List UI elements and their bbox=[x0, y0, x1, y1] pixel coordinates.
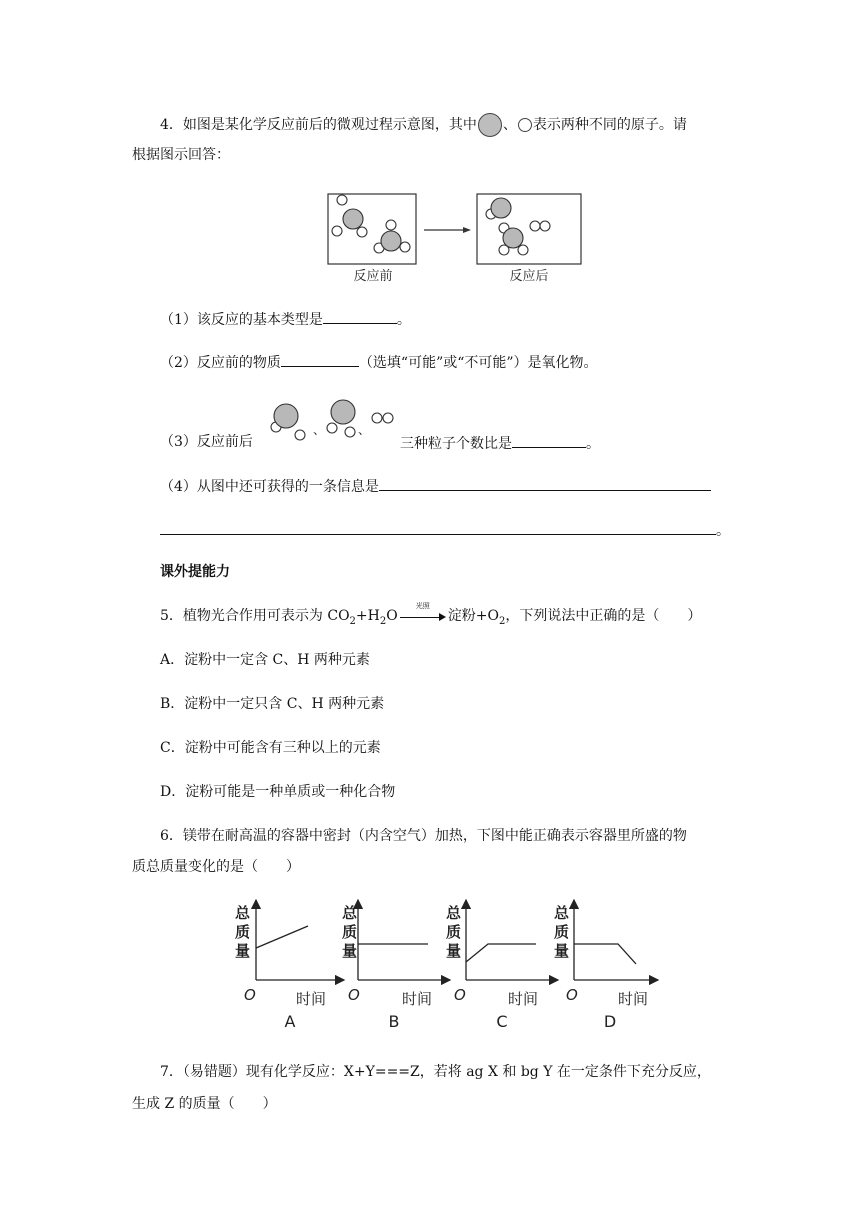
svg-text:O: O bbox=[454, 986, 466, 1004]
answer-blank-4b[interactable] bbox=[160, 519, 716, 535]
reaction-condition-arrow: 光照 bbox=[400, 609, 446, 623]
q4-stem-line1: 4．如图是某化学反应前后的微观过程示意图，其中 、 表示两种不同的原子。请 bbox=[160, 113, 687, 137]
svg-text:质: 质 bbox=[342, 923, 358, 941]
svg-text:、: 、 bbox=[358, 423, 371, 437]
q4-stem-line2: 根据图示回答： bbox=[132, 147, 230, 163]
q4-sub1: （1）该反应的基本类型是 。 bbox=[160, 308, 411, 330]
svg-text:质: 质 bbox=[446, 923, 462, 941]
graph-b[interactable] bbox=[342, 900, 450, 1031]
svg-text:总: 总 bbox=[554, 904, 570, 922]
section-title: 课外提能力 bbox=[160, 564, 230, 580]
q4-sub3-start: （3）反应前后 bbox=[160, 434, 253, 450]
q4-sub4-line2: 。 bbox=[160, 519, 730, 541]
graph-d-line bbox=[574, 944, 636, 964]
svg-text:O: O bbox=[348, 986, 360, 1004]
q5-option-a[interactable]: A．淀粉中一定含 C、H 两种元素 bbox=[160, 652, 370, 668]
svg-text:总: 总 bbox=[342, 904, 358, 922]
svg-text:时间: 时间 bbox=[402, 990, 433, 1008]
q5-option-c[interactable]: C．淀粉中可能含有三种以上的元素 bbox=[160, 740, 381, 756]
svg-text:质: 质 bbox=[235, 923, 251, 941]
q5-option-d[interactable]: D．淀粉可能是一种单质或一种化合物 bbox=[160, 784, 396, 800]
svg-text:时间: 时间 bbox=[508, 990, 539, 1008]
graph-c[interactable] bbox=[446, 900, 558, 1031]
q6-stem-line2: 质总质量变化的是（ ） bbox=[132, 859, 300, 875]
graph-b-letter: B bbox=[388, 1012, 400, 1031]
q4-sub2: （2）反应前的物质 （选填“可能”或“不可能”）是氧化物。 bbox=[160, 351, 598, 373]
q7-stem-line1: 7．（易错题）现有化学反应：X+Y===Z，若将 ag X 和 bg Y 在一定条件下充分反应， bbox=[160, 1064, 711, 1080]
graph-c-line bbox=[466, 944, 536, 962]
svg-text:量: 量 bbox=[342, 942, 358, 960]
svg-text:量: 量 bbox=[554, 942, 570, 960]
reaction-diagram bbox=[325, 190, 585, 286]
graph-d-letter: D bbox=[603, 1012, 617, 1031]
q6-stem-line1: 6．镁带在耐高温的容器中密封（内含空气）加热，下图中能正确表示容器里所盛的物 bbox=[160, 828, 687, 844]
arrow-head bbox=[463, 227, 471, 233]
graph-d[interactable] bbox=[554, 900, 658, 1031]
three-particles-icon bbox=[266, 392, 402, 442]
graph-a[interactable] bbox=[235, 900, 344, 1031]
mass-time-graphs bbox=[222, 896, 662, 1036]
svg-text:质: 质 bbox=[554, 923, 570, 941]
after-label: 反应后 bbox=[509, 269, 549, 284]
before-label: 反应前 bbox=[353, 269, 393, 284]
svg-text:总: 总 bbox=[235, 904, 251, 922]
svg-text:O: O bbox=[244, 986, 256, 1004]
graph-c-letter: C bbox=[496, 1012, 508, 1031]
graph-a-line bbox=[256, 926, 308, 948]
small-atom-icon bbox=[518, 118, 532, 132]
answer-blank-2[interactable] bbox=[281, 351, 359, 367]
svg-text:总: 总 bbox=[446, 904, 462, 922]
q7-stem-line2: 生成 Z 的质量（ ） bbox=[132, 1096, 277, 1112]
answer-blank-1[interactable] bbox=[323, 308, 397, 324]
q4-sub4: （4）从图中还可获得的一条信息是 bbox=[160, 475, 711, 497]
svg-text:时间: 时间 bbox=[618, 990, 649, 1008]
answer-blank-3[interactable] bbox=[512, 432, 586, 448]
svg-text:量: 量 bbox=[446, 942, 462, 960]
q5-stem: 5．植物光合作用可表示为 $CO_2+H_2O$ 光照 淀粉$+O_2$，下列说法中正确的是（ ） bbox=[160, 602, 702, 627]
large-atom-icon bbox=[478, 113, 502, 137]
svg-text:O: O bbox=[566, 986, 578, 1004]
graph-a-letter: A bbox=[284, 1012, 296, 1031]
answer-blank-4a[interactable] bbox=[379, 475, 711, 491]
q5-option-b[interactable]: B．淀粉中一定只含 C、H 两种元素 bbox=[160, 696, 385, 712]
q4-sub3-end: 三种粒子个数比是 。 bbox=[400, 432, 600, 454]
svg-text:量: 量 bbox=[235, 942, 251, 960]
svg-text:、: 、 bbox=[313, 423, 326, 437]
svg-text:时间: 时间 bbox=[296, 990, 327, 1008]
